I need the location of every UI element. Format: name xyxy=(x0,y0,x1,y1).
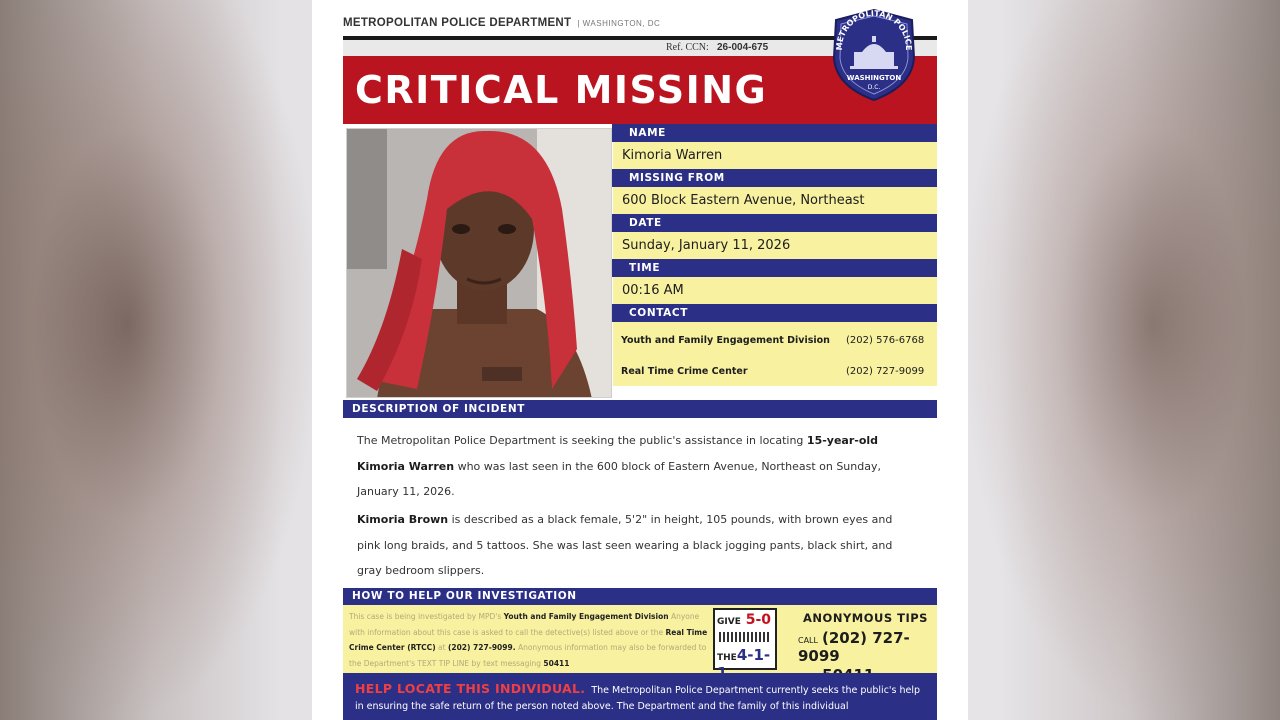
info-panel xyxy=(612,124,937,386)
description-header: DESCRIPTION OF INCIDENT xyxy=(343,400,937,418)
contact-name: Youth and Family Engagement Division xyxy=(621,335,830,346)
missing-from-value: 600 Block Eastern Avenue, Northeast xyxy=(612,187,937,214)
contact-label: CONTACT xyxy=(612,304,937,322)
description-paragraph-2 xyxy=(357,507,917,584)
badge-bottom-text: WASHINGTON xyxy=(846,74,902,82)
tips-text-bold: Youth and Family Engagement Division xyxy=(503,612,669,621)
give-bottom-prefix: THE xyxy=(717,653,737,663)
missing-from-label: MISSING FROM xyxy=(612,169,937,187)
give-top-number: 5-0 xyxy=(745,612,772,628)
tips-text-bold: (202) 727-9099. xyxy=(447,643,516,652)
tips-text-part: Anonymous information may also be forwarded to the Department's TEXT TIP LINE by text messaging xyxy=(349,643,707,668)
name-value: Kimoria Warren xyxy=(612,142,937,169)
tips-text-part: Anyone with information about this case is asked to call the detective(s) listed above or the xyxy=(349,612,700,637)
call-prefix: CALL xyxy=(798,636,818,645)
give-top xyxy=(717,612,771,628)
background-blur-right xyxy=(960,0,1280,720)
banner-title: CRITICAL MISSING xyxy=(355,68,768,112)
investigation-header: HOW TO HELP OUR INVESTIGATION xyxy=(343,588,937,605)
contact-row xyxy=(621,366,931,377)
ref-number: 26-004-675 xyxy=(717,42,769,53)
ref-label: Ref. CCN: xyxy=(666,42,709,53)
time-value: 00:16 AM xyxy=(612,277,937,304)
contact-name: Real Time Crime Center xyxy=(621,366,748,377)
description-text: is described as a black female, 5'2" in height, 105 pounds, with brown eyes and pink long braids, and 5 tattoos. She was last seen wearing a black jogging pants, black shirt, and gray bedroom slippers. xyxy=(357,513,893,577)
missing-person-flyer xyxy=(312,0,968,720)
tips-text-bold: Real Time Crime Center (RTCC) xyxy=(349,627,708,652)
contact-phone: (202) 576-6768 xyxy=(846,335,925,346)
anonymous-call-row xyxy=(798,629,933,665)
tips-area xyxy=(343,605,937,673)
help-locate-section xyxy=(343,673,937,720)
give-50-logo xyxy=(713,608,777,670)
tips-text-part: This case is being investigated by MPD's xyxy=(349,612,504,621)
contact-row xyxy=(621,335,931,346)
badge-sub-text: D.C. xyxy=(867,84,881,91)
description-text: The Metropolitan Police Department is seeking the public's assistance in locating xyxy=(357,434,807,447)
date-value: Sunday, January 11, 2026 xyxy=(612,232,937,259)
date-label: DATE xyxy=(612,214,937,232)
tips-text xyxy=(349,609,713,671)
help-body: The Metropolitan Police Department currently seeks the public's help in ensuring the safe return of the person noted above. The Department and the family of this individual xyxy=(355,685,921,712)
portrait-illustration xyxy=(347,129,612,398)
tips-text-bold: 50411 xyxy=(543,658,570,668)
help-heading: HELP LOCATE THIS INDIVIDUAL. xyxy=(355,681,586,696)
give-divider xyxy=(719,632,771,642)
tips-text-part: at xyxy=(435,643,448,652)
description-paragraph-1 xyxy=(357,428,917,505)
department-header xyxy=(343,17,660,29)
badge-top-text: METROPOLITAN POLICE xyxy=(834,8,914,51)
anonymous-tips-title: ANONYMOUS TIPS xyxy=(803,611,928,625)
description-text: who was last seen in the 600 block of Eastern Avenue, Northeast on Sunday, January 11, 2026. xyxy=(357,459,881,498)
description-bold: 15-year-old Kimoria Warren xyxy=(357,434,879,473)
call-number: (202) 727-9099 xyxy=(798,629,910,665)
contact-box xyxy=(612,322,937,386)
give-prefix: GIVE xyxy=(717,617,741,627)
help-text xyxy=(355,681,925,715)
description-bold: Kimoria Brown xyxy=(357,513,449,526)
department-city: | WASHINGTON, DC xyxy=(577,19,661,28)
give-bottom-number: 4-1- xyxy=(736,646,771,664)
department-name: METROPOLITAN POLICE DEPARTMENT xyxy=(343,17,572,29)
time-label: TIME xyxy=(612,259,937,277)
contact-phone: (202) 727-9099 xyxy=(846,366,925,377)
police-badge-icon xyxy=(824,6,924,104)
background-blur-left xyxy=(0,0,320,720)
missing-person-photo xyxy=(346,128,612,398)
name-label: NAME xyxy=(612,124,937,142)
